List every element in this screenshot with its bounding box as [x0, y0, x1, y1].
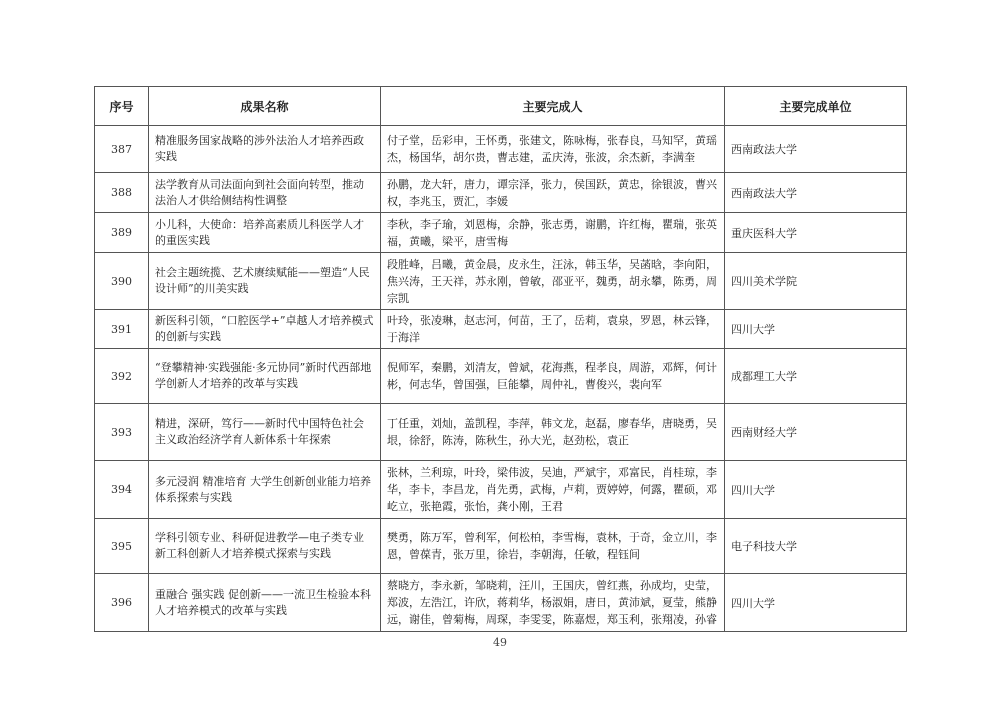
cell-main-contributors: 付子堂，岳彩申，王怀勇，张建文，陈咏梅，张春良，马知罕，黄瑶杰，杨国华，胡尔贵，曹志建，孟庆涛，张波，余杰新，李满奎: [381, 126, 725, 173]
cell-achievement-name: 精准服务国家战略的涉外法治人才培养西政实践: [149, 126, 381, 173]
header-serial-number: 序号: [95, 87, 149, 126]
table-row: [95, 404, 907, 461]
cell-main-contributors: 叶玲，张凌琳，赵志河，何苗，王了，岳莉，袁泉，罗恩，林云锋，于海洋: [381, 310, 725, 349]
table-row: [95, 213, 907, 253]
cell-achievement-name: 新医科引领，“口腔医学+”卓越人才培养模式的创新与实践: [149, 310, 381, 349]
cell-serial-number: 389: [95, 213, 149, 253]
cell-main-institution: 四川美术学院: [725, 253, 907, 310]
cell-serial-number: 391: [95, 310, 149, 349]
cell-main-institution: 成都理工大学: [725, 349, 907, 404]
cell-main-institution: 四川大学: [725, 310, 907, 349]
table-body: [95, 126, 907, 632]
table-row: [95, 519, 907, 574]
awards-table: [94, 86, 907, 632]
cell-main-contributors: 樊勇，陈万军，曾利军，何松柏，李雪梅，袁林，于奇，金立川，李恩，曾葆青，张万里，徐岩，李朝海，任敏，程钰间: [381, 519, 725, 574]
cell-main-institution: 电子科技大学: [725, 519, 907, 574]
cell-main-contributors: 段胜峰，吕曦，黄金晨，皮永生，汪泳，韩玉华，吴菡晗，李向阳，焦兴涛，王天祥，苏永刚，曾敏，邵亚平，魏勇，胡永攀，陈勇，周宗凯: [381, 253, 725, 310]
cell-serial-number: 388: [95, 173, 149, 213]
cell-main-contributors: 李秋，李子瑜，刘恩梅，余静，张志勇，谢鹏，许红梅，瞿瑞，张英福，黄曦，梁平，唐雪梅: [381, 213, 725, 253]
cell-achievement-name: “登攀精神·实践强能·多元协同”新时代西部地学创新人才培养的改革与实践: [149, 349, 381, 404]
cell-main-institution: 西南政法大学: [725, 126, 907, 173]
cell-main-institution: 重庆医科大学: [725, 213, 907, 253]
header-achievement-name: 成果名称: [149, 87, 381, 126]
cell-serial-number: 395: [95, 519, 149, 574]
cell-achievement-name: 多元浸润 精准培育 大学生创新创业能力培养体系探索与实践: [149, 461, 381, 519]
page-number: 49: [493, 636, 507, 649]
table-row: [95, 310, 907, 349]
cell-achievement-name: 社会主题统揽、艺术赓续赋能——塑造“人民设计师”的川美实践: [149, 253, 381, 310]
table-row: [95, 173, 907, 213]
cell-serial-number: 390: [95, 253, 149, 310]
cell-main-contributors: 丁任重，刘灿，盖凯程，李萍，韩文龙，赵磊，廖春华，唐晓勇，吴垠，徐舒，陈涛，陈秋生，孙大光，赵劲松，袁正: [381, 404, 725, 461]
cell-main-institution: 西南政法大学: [725, 173, 907, 213]
table-row: [95, 574, 907, 632]
cell-serial-number: 393: [95, 404, 149, 461]
cell-achievement-name: 法学教育从司法面向到社会面向转型，推动法治人才供给侧结构性调整: [149, 173, 381, 213]
cell-achievement-name: 精进，深研，笃行——新时代中国特色社会主义政治经济学育人新体系十年探索: [149, 404, 381, 461]
table-row: [95, 253, 907, 310]
cell-serial-number: 387: [95, 126, 149, 173]
cell-main-contributors: 倪师军，秦鹏，刘清友，曾斌，花海燕，程孝良，周游，邓辉，何计彬，何志华，曾国强，巨能攀，周仲礼，曹俊兴，裴向军: [381, 349, 725, 404]
cell-serial-number: 394: [95, 461, 149, 519]
table-row: [95, 461, 907, 519]
cell-main-institution: 西南财经大学: [725, 404, 907, 461]
header-main-contributors: 主要完成人: [381, 87, 725, 126]
cell-main-institution: 四川大学: [725, 461, 907, 519]
header-main-institution: 主要完成单位: [725, 87, 907, 126]
table-header-row: [95, 87, 907, 126]
table-row: [95, 126, 907, 173]
cell-main-contributors: 张林，兰利琼，叶玲，梁伟波，吴迪，严斌宇，邓富民，肖桂琼，李华，李卡，李昌龙，肖先勇，武梅，卢莉，贾婷婷，何露，瞿硕，邓屹立，张艳霞，张怡，龚小刚，王君: [381, 461, 725, 519]
cell-achievement-name: 学科引领专业、科研促进教学—电子类专业新工科创新人才培养模式探索与实践: [149, 519, 381, 574]
cell-main-contributors: 孙鹏，龙大轩，唐力，谭宗泽，张力，侯国跃，黄忠，徐银波，曹兴权，李兆玉，贾汇，李媛: [381, 173, 725, 213]
cell-serial-number: 396: [95, 574, 149, 632]
cell-serial-number: 392: [95, 349, 149, 404]
table-row: [95, 349, 907, 404]
cell-main-contributors: 蔡晓方，李永新，邹晓莉，汪川，王国庆，曾红燕，孙成均，史莹，郑波，左浩江，许欣，蒋莉华，杨淑娟，唐日，黄沛斌，夏莹，熊静远，谢佳，曾菊梅，周琛，李雯雯，陈嘉煜，郑玉利，张翔凌，孙睿: [381, 574, 725, 632]
cell-achievement-name: 小儿科，大使命：培养高素质儿科医学人才的重医实践: [149, 213, 381, 253]
cell-main-institution: 四川大学: [725, 574, 907, 632]
cell-achievement-name: 重融合 强实践 促创新——一流卫生检验本科人才培养模式的改革与实践: [149, 574, 381, 632]
